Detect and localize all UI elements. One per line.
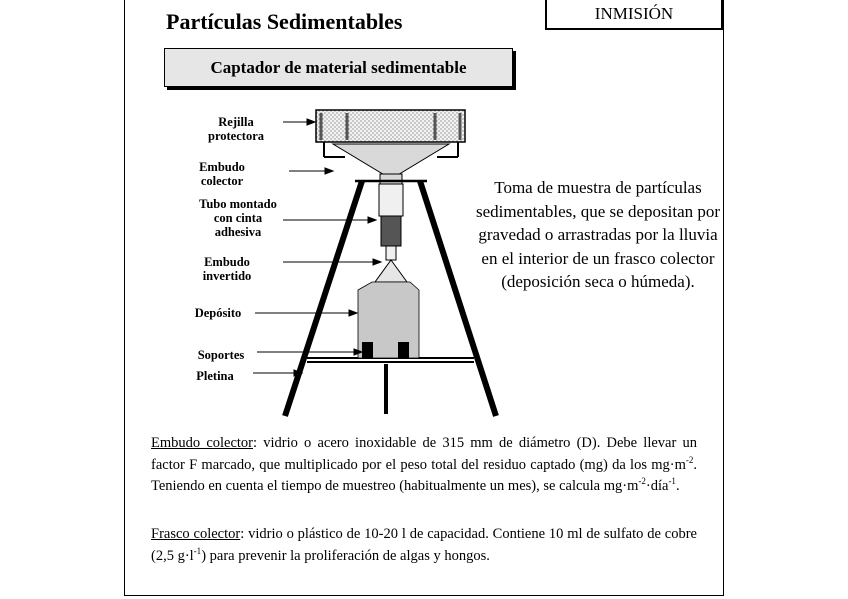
- page-title: Partículas Sedimentables: [166, 9, 403, 34]
- label-tube-line3: adhesiva: [214, 225, 262, 239]
- label-tube-line1: Tubo montado: [199, 197, 277, 211]
- inverted-funnel: [375, 260, 407, 282]
- label-plate: Pletina: [196, 369, 234, 383]
- label-collector-funnel: [182, 160, 262, 188]
- p1-sup-c: -1: [668, 476, 676, 487]
- adhesive-tube: [379, 184, 403, 260]
- term-collector-bottle: Frasco colector: [151, 526, 241, 542]
- paragraph-collector-bottle: [151, 524, 697, 567]
- p2-text-a: : vidrio o plástico de 10-20 l de capacidad. Contiene 10 ml de sulfato de cobre (2,5 g·l: [151, 526, 697, 564]
- diagram-subtitle: Captador de material sedimentable: [164, 48, 513, 87]
- p2-sup-a: -1: [193, 545, 202, 556]
- p2-text-b: ) para prevenir la proliferación de algas y hongos.: [201, 547, 490, 564]
- label-inverted-funnel-line1: Embudo: [204, 255, 250, 269]
- label-collector-funnel-line2: colector: [200, 174, 244, 188]
- p1-sup-a: -2: [685, 454, 694, 465]
- label-grid-line1: Rejilla: [218, 115, 254, 129]
- protective-grid: [316, 110, 465, 142]
- collector-funnel: [324, 142, 458, 184]
- p1-text-a: : vidrio o acero inoxidable de 315 mm de diámetro (D). Debe llevar un factor F marcado, que multiplicado por el peso total del residuo captado (mg) da los mg·m: [151, 435, 697, 473]
- p1-sup-b: -2: [638, 476, 646, 487]
- term-collector-funnel: Embudo colector: [151, 435, 254, 451]
- label-tube: [183, 197, 293, 239]
- label-grid: [196, 115, 276, 143]
- p1-text-b: . Teniendo en cuenta el tiempo de muestreo (habitualmente un mes), se calcula mg·m: [151, 456, 697, 494]
- deposit-bottle: [358, 282, 419, 358]
- label-grid-line2: protectora: [208, 129, 264, 143]
- label-collector-funnel-line1: Embudo: [199, 160, 245, 174]
- paragraph-collector-funnel: [151, 433, 697, 498]
- category-tag: INMISIÓN: [545, 0, 723, 30]
- label-deposit: Depósito: [194, 306, 242, 320]
- p1-text-c: ·día: [645, 478, 669, 494]
- label-inverted-funnel-line2: invertido: [202, 269, 252, 283]
- label-tube-line2: con cinta: [213, 211, 263, 225]
- label-inverted-funnel: [187, 255, 267, 283]
- method-description: Toma de muestra de partículas sedimentables, que se depositan por gravedad o arrastradas por la lluvia en el interior de un frasco colector (deposición seca o húmeda).: [475, 178, 721, 291]
- label-supports: Soportes: [197, 348, 245, 362]
- p1-text-d: .: [675, 478, 680, 494]
